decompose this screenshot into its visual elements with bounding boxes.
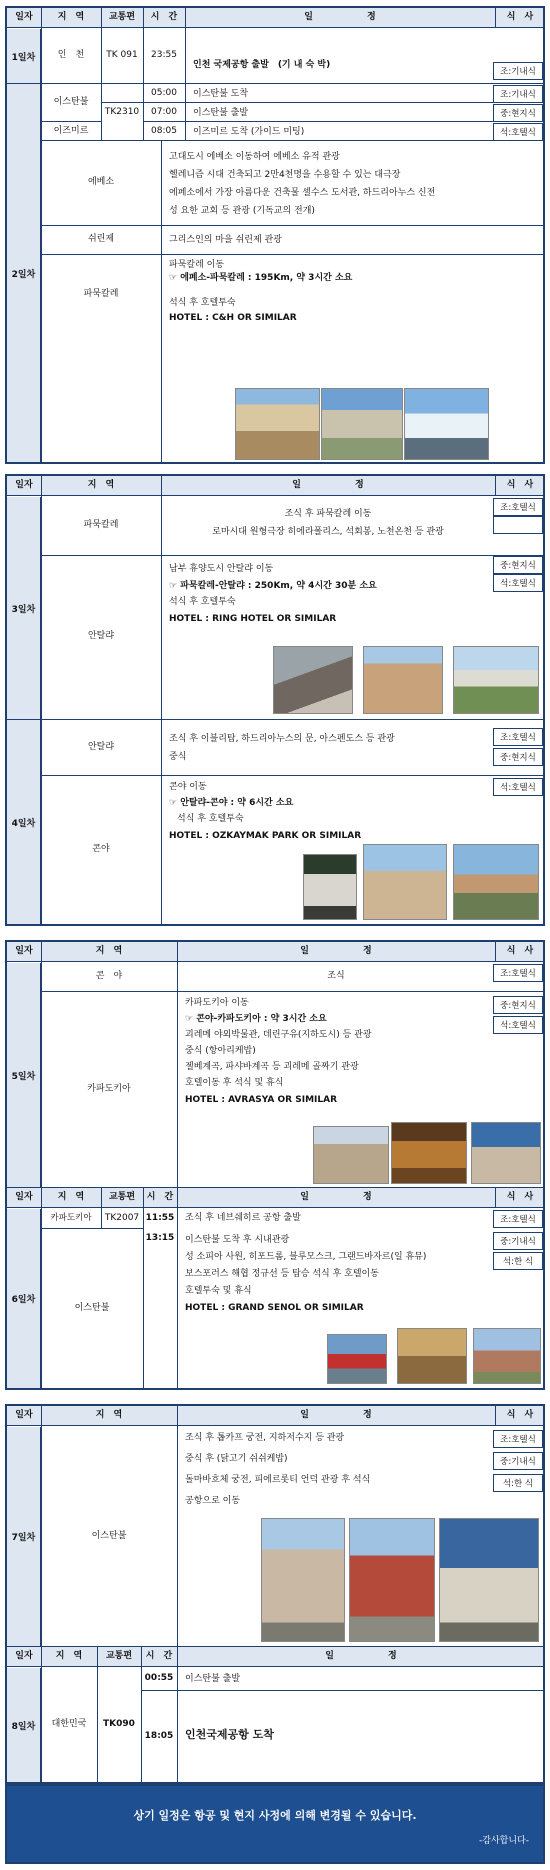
itinerary-table-day5-6 <box>5 940 545 1390</box>
photo-statue <box>303 854 357 920</box>
day6-istanbul-line-1: 이스탄불 도착 후 시내관광 <box>185 1235 290 1245</box>
day6-hotel: HOTEL : GRAND SENOL OR SIMILAR <box>185 1303 364 1313</box>
day6-time-1: 11:55 <box>145 1212 175 1223</box>
day4-antalya-line-1: 조식 후 이블리탑, 하드리아누스의 문, 아스펜도스 등 관광 <box>169 734 395 744</box>
day2-hotel: HOTEL : C&H OR SIMILAR <box>169 313 297 323</box>
day6-istanbul-line-4: 호텔투숙 및 휴식 <box>185 1286 252 1296</box>
day5-cappa-line-4: 중식 (항아리케밥) <box>185 1046 256 1056</box>
header-itinerary: 일 정 <box>325 1651 397 1662</box>
day2-time-3: 08:05 <box>151 125 177 136</box>
header-itinerary: 일 정 <box>300 1410 372 1421</box>
day3-antalya-line-3: 석식 후 호텔투숙 <box>169 597 236 607</box>
meal-badge: 중:현지식 <box>493 748 543 766</box>
day5-hotel: HOTEL : AVRASYA OR SIMILAR <box>185 1095 338 1105</box>
day7-line-3: 돌마바흐체 궁전, 피에르롯티 언덕 관광 후 석식 <box>185 1475 371 1485</box>
meal-badge: 석:한 식 <box>493 1474 543 1492</box>
day2-sirince-line: 그리스인의 마을 쉬린제 관광 <box>169 235 282 245</box>
header-day: 일자 <box>15 480 33 491</box>
photo-hagia-sophia <box>473 1328 541 1384</box>
day2-pamukkale-line-3: 석식 후 호텔투숙 <box>169 298 236 308</box>
photo-pamukkale-terraces <box>404 388 489 460</box>
day2-pamukkale-line-2: ☞ 에페소-파묵칼레 : 195Km, 약 3시간 소요 <box>169 273 353 283</box>
photo-konya-mosque <box>453 844 539 920</box>
day3-pamukkale-line-2: 로마시대 원형극장 히에라폴리스, 석회봉, 노천온천 등 관광 <box>212 527 444 538</box>
meal-badge: 조:호텔식 <box>493 1210 543 1228</box>
header-day: 일자 <box>15 946 33 957</box>
day6-istanbul-line-2: 성 소피아 사원, 히포드롬, 블루모스크, 그랜드바자르(일 휴뮤) <box>185 1252 427 1262</box>
day8-region: 대한민국 <box>51 1719 87 1730</box>
header-time: 시 간 <box>150 12 178 23</box>
header-meal: 식 사 <box>506 946 534 957</box>
day4-konya-line-1: 콘야 이동 <box>169 782 207 792</box>
day2-time-1: 05:00 <box>151 87 177 98</box>
header-region: 지 역 <box>55 1651 83 1662</box>
photo-celsus-library <box>235 388 320 460</box>
header-itinerary: 일 정 <box>304 12 376 23</box>
day4-antalya-line-2: 중식 <box>169 752 187 762</box>
header-transport: 교통편 <box>108 1192 136 1203</box>
day6-istanbul-line-3: 보스포러스 해협 정규선 등 탑승 석식 후 호텔이동 <box>185 1269 379 1279</box>
photo-topkapi-gate <box>439 1518 539 1642</box>
itinerary-table-day7-8 <box>5 1404 545 1784</box>
header-transport: 교통편 <box>105 1651 133 1662</box>
photo-turkish-flag <box>327 1334 387 1384</box>
header-meal: 식 사 <box>506 1192 534 1203</box>
day4-konya-line-3: 석식 후 호텔투숙 <box>177 814 244 824</box>
day6-activity-1: 조식 후 네브쉐히르 공항 출발 <box>185 1213 301 1223</box>
header-itinerary: 일 정 <box>300 1192 372 1203</box>
day2-activity-2: 이스탄불 출발 <box>193 108 249 118</box>
day2-ephesus-line-3: 에페소에서 가장 아름다운 건축물 셀수스 도서관, 하드리아누스 신전 <box>169 188 436 198</box>
day5-cappa-line-6: 호텔이동 후 석식 및 휴식 <box>185 1078 284 1088</box>
day6-region-istanbul: 이스탄불 <box>74 1302 110 1313</box>
day8-time-1: 00:55 <box>144 1673 174 1684</box>
footer-notice: 상기 일정은 항공 및 현지 사정에 의해 변경될 수 있습니다. <box>133 1809 417 1823</box>
header-meal: 식 사 <box>506 12 534 23</box>
day2-time-2: 07:00 <box>151 106 177 117</box>
day2-region-pamukkale: 파묵칼레 <box>83 289 119 300</box>
day3-region-antalya: 안탈랴 <box>87 631 115 642</box>
day3-antalya-line-1: 남부 휴양도시 안탈랴 이동 <box>169 564 274 574</box>
day2-label: 2일차 <box>7 84 41 462</box>
photo-antalya-cliffs <box>273 646 353 714</box>
day7-line-4: 공항으로 이동 <box>185 1496 241 1506</box>
footer-notice-box <box>5 1784 545 1864</box>
header-day: 일자 <box>15 1410 33 1421</box>
header-region: 지 역 <box>95 1410 123 1421</box>
photo-fairy-chimneys <box>313 1126 389 1184</box>
day3-label: 3일차 <box>7 497 41 719</box>
meal-badge: 중:기내식 <box>493 1232 543 1250</box>
day2-transport: TK2310 <box>104 106 140 117</box>
day2-region-sirince: 쉬린제 <box>87 234 115 245</box>
day4-konya-line-2: ☞ 안탈랴-콘야 : 약 6시간 소요 <box>169 798 294 808</box>
day1-region: 인 천 <box>57 50 85 61</box>
meal-badge: 석:호텔식 <box>493 574 543 592</box>
day5-label: 5일차 <box>7 963 41 1188</box>
day2-region-ephesus: 에베소 <box>87 177 115 188</box>
day3-antalya-line-2: ☞ 파묵칼레-안탈랴 : 250Km, 약 4시간 30분 소요 <box>169 581 377 591</box>
day2-ephesus-line-4: 성 요한 교회 등 관광 (기독교의 전개) <box>169 206 315 216</box>
header-day: 일자 <box>15 12 33 23</box>
day2-ephesus-line-1: 고대도시 에베소 이동하여 에베소 유적 관광 <box>169 152 340 162</box>
meal-badge: 조:호텔식 <box>493 498 543 516</box>
photo-aspendos-theatre <box>363 646 443 714</box>
day1-activity: 인천 국제공항 출발 (기 내 숙 박) <box>193 60 331 70</box>
meal-badge: 석:호텔식 <box>493 123 543 141</box>
day6-region-cappadocia: 카파도키아 <box>50 1213 92 1224</box>
day6-transport: TK2007 <box>104 1212 140 1223</box>
day5-region-konya: 콘 야 <box>95 971 123 982</box>
day6-label: 6일차 <box>7 1209 41 1388</box>
meal-badge: 중:기내식 <box>493 1452 543 1470</box>
photo-hagia-sophia-interior <box>397 1328 467 1384</box>
day5-konya-line: 조식 <box>327 971 345 982</box>
day8-time-2: 18:05 <box>144 1730 174 1741</box>
day5-region-cappadocia: 카파도키아 <box>87 1084 131 1095</box>
header-time: 시 간 <box>146 1192 174 1203</box>
day2-activity-1: 이스탄불 도착 <box>193 89 249 99</box>
meal-badge: 석:호텔식 <box>493 1016 543 1034</box>
photo-derinkuyu <box>391 1122 467 1184</box>
header-meal: 식 사 <box>506 480 534 491</box>
day7-region-istanbul: 이스탄불 <box>91 1530 127 1541</box>
itinerary-table-day1-2 <box>5 6 545 464</box>
day2-region-izmir: 이즈미르 <box>53 125 89 136</box>
header-region: 지 역 <box>95 946 123 957</box>
header-region: 지 역 <box>57 1192 85 1203</box>
day1-transport: TK 091 <box>106 50 138 61</box>
day2-ephesus-line-2: 헬레니즘 시대 건축되고 2만4천명을 수용할 수 있는 대극장 <box>169 170 401 180</box>
photo-goreme <box>471 1122 541 1184</box>
photo-antalya-town <box>453 646 539 714</box>
day2-pamukkale-line-1: 파묵칼레 이동 <box>169 260 225 270</box>
day8-label: 8일차 <box>7 1668 41 1782</box>
day8-activity-1: 이스탄불 출발 <box>185 1674 241 1684</box>
day3-pamukkale-line-1: 조식 후 파묵칼레 이동 <box>284 509 372 520</box>
day8-transport: TK090 <box>103 1719 135 1730</box>
day6-time-2: 13:15 <box>145 1232 175 1243</box>
footer-thanks: -감사합니다- <box>479 1836 529 1846</box>
day4-label: 4일차 <box>7 720 41 924</box>
header-region: 지 역 <box>87 480 115 491</box>
meal-badge: 조:기내식 <box>493 62 543 80</box>
day2-activity-3: 이즈미르 도착 (가이드 미팅) <box>193 127 305 137</box>
meal-badge: 조:호텔식 <box>493 964 543 982</box>
day4-hotel: HOTEL : OZKAYMAK PARK OR SIMILAR <box>169 831 362 841</box>
day7-line-1: 조식 후 톱카프 궁전, 지하저수지 등 관광 <box>185 1433 345 1443</box>
day4-region-konya: 콘야 <box>92 844 110 855</box>
meal-badge: 중:현지식 <box>493 556 543 574</box>
meal-badge: 중:현지식 <box>493 104 543 122</box>
meal-badge: 석:한 식 <box>493 1252 543 1270</box>
header-meal: 식 사 <box>506 1410 534 1421</box>
meal-badge: 조:호텔식 <box>493 728 543 746</box>
header-itinerary: 일 정 <box>300 946 372 957</box>
photo-ephesus-ruins <box>321 388 403 460</box>
meal-badge-empty <box>493 516 543 534</box>
day3-hotel: HOTEL : RING HOTEL OR SIMILAR <box>169 614 337 624</box>
day5-cappa-line-5: 젤베계곡, 파샤바계곡 등 괴레메 골짜기 관광 <box>185 1062 359 1072</box>
header-time: 시 간 <box>145 1651 173 1662</box>
meal-badge: 중:현지식 <box>493 996 543 1014</box>
photo-dolmabahce-gate <box>261 1518 345 1642</box>
header-day: 일자 <box>15 1192 33 1203</box>
header-region: 지 역 <box>57 12 85 23</box>
header-day: 일자 <box>15 1651 33 1662</box>
day7-label: 7일차 <box>7 1427 41 1646</box>
day4-region-antalya: 안탈랴 <box>87 741 115 752</box>
day8-activity-2: 인천국제공항 도착 <box>185 1728 274 1741</box>
day5-cappa-line-1: 카파도키아 이동 <box>185 998 249 1008</box>
day5-cappa-line-2: ☞ 콘야-카파도키아 : 약 3시간 소요 <box>185 1014 327 1024</box>
header-transport: 교통편 <box>108 12 136 23</box>
itinerary-table-day3-4 <box>5 474 545 926</box>
day2-region-istanbul: 이스탄불 <box>53 97 89 108</box>
day3-region-pamukkale: 파묵칼레 <box>83 520 119 531</box>
day5-cappa-line-3: 괴레메 야외박물관, 데린구유(지하도시) 등 관광 <box>185 1030 372 1040</box>
photo-perge-ruins <box>363 844 447 920</box>
header-itinerary: 일 정 <box>292 480 364 491</box>
meal-badge: 석:호텔식 <box>493 778 543 796</box>
photo-palace-gate <box>349 1518 435 1642</box>
meal-badge: 조:기내식 <box>493 85 543 103</box>
meal-badge: 조:호텔식 <box>493 1430 543 1448</box>
day7-line-2: 중식 후 (닭고기 쉬쉬케밥) <box>185 1454 288 1464</box>
day1-label: 1일차 <box>7 29 41 83</box>
day1-time: 23:55 <box>151 50 177 61</box>
